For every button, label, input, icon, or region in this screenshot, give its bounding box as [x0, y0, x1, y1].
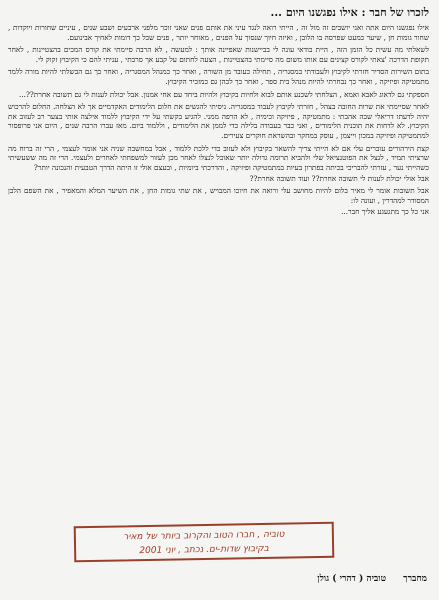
paragraph-9: אני כל כך מתגעגע אליך חבר...	[341, 207, 429, 217]
document-body	[8, 23, 429, 217]
dedication-stamp	[74, 522, 335, 563]
signature-label: מחברך	[403, 574, 427, 584]
paragraph-4: הספקתי גם לדאוג לאבא ואמא , הצלחתי לשכנע אותם לבוא ולחיות בקיבוץ ולהיות ביחד עם אחי אמנון. אבל יכולת לענות לי גם תשובה אחרת??...	[19, 89, 429, 99]
stamp-line-1: טוביה , חברו הטוב והקרוב ביותר של מאיר	[123, 529, 285, 543]
paragraph-2: לשאלתי מה עשית כל הזמן הזה , היית בודאי עונה לי בביישנות שאפיינה אותך : למעשה , לא הרבה סיימתי את קורס המכים בהצטיינות , לאחר תקופת הדרכה 'צאתי לקורס קצינים עם אותו משום מה סיימתי בהצטיינות , הצעה לחתום על קבע אך סרבתי , עניתי להם כי הקיבוץ זקוק לי.	[8, 45, 429, 64]
paragraph-3: בתום השירות הסדיר חזרתי לקיבוץ ולעבודתי במסגריה , תחילה כעובד מן השורה , ואחר כך כמנהל המסגריה , ואחר כך גם הבשלתי להיות מורה ללמד מתמטיקה ופיזיקה , ואחר כך נבחרתי להיות מנהל בית ספר , ואחר כך לכהן גם כמזכיר הקיבוץ.	[8, 67, 429, 86]
paragraph-6: קצת הירהורים עוברים עלי אם לא הייתי צריך להשאר בקיבוץ ולא לעזוב כדי ללכת ללמוד , אבל במחשבה שניה אני אומר לעצמי , הרי זה ברוח מה שרציתי תמיד , לנצל את הפוטנציאל שלי ולהביא תרומה גדולה יותר שאוכל לנצלו לאחר מכן לעזור למשפחתי לאחרים ולעצמי. הרי זה מה ששעשיתי כשהייתי נער , עזרתי להבריכי בכיתה בפתרון בעיות במתמטיקה ופיזיקה , והדרכתי ביומיות , ובעצם אולי זו היתה הדרך הטבעית והנכונה יותר?	[8, 143, 429, 172]
paragraph-7: אבל אולי יכולת לענות לי תשובה אחרת?? ועוד תשובה אחרת??	[249, 174, 429, 184]
signature	[317, 573, 427, 584]
stamp-line-2: בקיבוץ שדות-ים. נכתב , יוני 2001	[139, 543, 269, 557]
paragraph-1: אילו נפגשנו היום אתה ואני יושבים זה מול זה , הייתי רואה לנגד עיני את אותם פנים שאני זוכר מלפני ארבעים ושבע שנים , עיניים שחורות ויוקדות , שחור גומות חן , שיער כמעט שפרסה בו הלובן , ואיזה חיוך שנסוך על הפנים , מאוחר יותר , פנים שכל כך דומות לאחיך אבינועם.	[8, 23, 429, 42]
signature-name: טוביה ( דהרי ) גולן	[317, 574, 387, 584]
paragraph-5: לאחר שסיימתי את שרות החובה בצהל , חזרתי לקיבוץ לעבוד במסגריה. ניסיתי להגשים את חלום הלימודים האקדמיים אך לא הצלחה. החלום להרכוש יהיה לדעתו דריאלי שבה אהבתי : מתמטיקה , פיזיקה וכימיה , לא הרפה ממני. להגיע בקשתי על ידי הקיבוץ ללמוד אילצה אותי בצער רב לעזוב את הקיבוץ. לא לדחות את תוכנית הלימודים , ואני כבר בעבודה בלילה כדי לממן את הלימודים , וללמוד ביום. מאז עברו הרבה שנים , היום אני פרופסור למתמטיקה ופיזיקה במכון וייצמן , עוסק במחקר ובהשראת חוקרים צעירים.	[8, 102, 429, 140]
paragraph-8: אבל תשובות אומר לי מאיר בלום להיות מחושב עלי ורואה את חיוכו המבויש , את שתי גומות החן , את השיער המלא והמאפיר , את השפם הלבן המסודר למהדרין , ועונה לו:	[8, 185, 429, 205]
document-title: לזכרו של חבר : אילו נפגשנו היום ...	[270, 6, 429, 19]
